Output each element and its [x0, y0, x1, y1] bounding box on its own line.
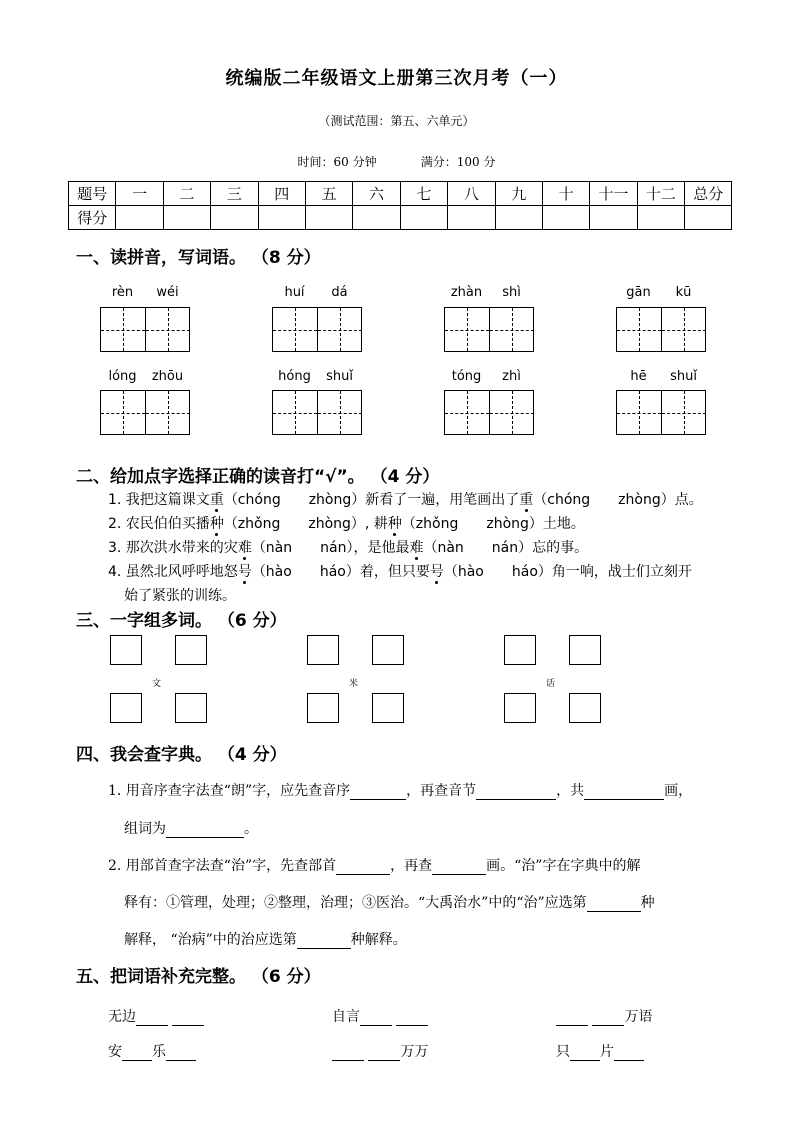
question-4-1: [108, 780, 692, 800]
pinyin-label: hē: [630, 369, 647, 384]
q-text: 3. 那次洪水带来的灾: [108, 540, 238, 556]
word-box[interactable]: [307, 635, 339, 665]
writing-grid[interactable]: [272, 390, 362, 435]
word-box[interactable]: [175, 693, 207, 723]
table-cell: 十二: [637, 182, 684, 206]
q-text[interactable]: （hào háo）着，但只要: [251, 564, 430, 580]
q-text[interactable]: （zhǒng zhòng）, 耕: [223, 516, 388, 532]
table-cell: 六: [353, 182, 400, 206]
q-text[interactable]: （zhǒng zhòng）土地。: [401, 516, 585, 532]
idiom-text: 安: [108, 1044, 122, 1060]
score-input-cell[interactable]: [163, 206, 210, 230]
center-character: 话: [546, 679, 556, 689]
q-text: 释有：①管理，处理；②整理，治理；③医治。“大禹治水”中的“治”应选第: [124, 895, 587, 911]
word-box[interactable]: [110, 693, 142, 723]
question-2-4-continued: 始了紧张的训练。: [124, 588, 236, 604]
idiom-text: 万语: [624, 1009, 653, 1025]
writing-grid[interactable]: [100, 307, 190, 352]
grid-cell[interactable]: [490, 391, 534, 434]
center-character: 米: [349, 679, 359, 689]
score-input-cell[interactable]: [637, 206, 684, 230]
pinyin-label: gān: [626, 285, 651, 300]
writing-grid[interactable]: [616, 390, 706, 435]
answer-blank[interactable]: [332, 1060, 364, 1061]
answer-blank[interactable]: [556, 1025, 588, 1026]
table-cell: 八: [448, 182, 495, 206]
q-text: 画。“治”字在字典中的解: [486, 858, 641, 874]
table-cell: 题号: [69, 182, 116, 206]
pinyin-label: tóng: [451, 369, 482, 384]
word-box[interactable]: [175, 635, 207, 665]
answer-blank[interactable]: [570, 1060, 600, 1061]
table-cell: 十: [542, 182, 589, 206]
q-text: 2. 农民伯伯买播: [108, 516, 210, 532]
score-input-cell[interactable]: [590, 206, 637, 230]
q-text: 种解释。: [350, 932, 407, 948]
answer-blank[interactable]: [587, 911, 641, 912]
table-cell: 九: [495, 182, 542, 206]
idiom-text: 乐: [152, 1044, 166, 1060]
word-box[interactable]: [569, 635, 601, 665]
pinyin-label: shì: [502, 285, 521, 300]
section2-heading: 二、给加点字选择正确的读音打“√”。 （4 分）: [76, 467, 440, 487]
q-text: ，再查音节: [406, 783, 477, 799]
pinyin-label: wéi: [156, 285, 179, 300]
q-text: 组词为: [124, 821, 166, 837]
dotted-char: 难: [237, 540, 252, 556]
answer-blank[interactable]: [336, 874, 390, 875]
q-text: ，共: [556, 783, 585, 799]
score-input-cell[interactable]: [258, 206, 305, 230]
dotted-char: 种: [387, 516, 402, 532]
idiom-text: 片: [600, 1044, 614, 1060]
answer-blank[interactable]: [592, 1025, 624, 1026]
pinyin-label: zhì: [502, 369, 521, 384]
question-2-3: [108, 537, 588, 557]
section5-heading: 五、把词语补充完整。 （6 分）: [76, 967, 321, 987]
answer-blank[interactable]: [368, 1060, 400, 1061]
answer-blank[interactable]: [122, 1060, 152, 1061]
word-box[interactable]: [569, 693, 601, 723]
idiom-text: 万万: [400, 1044, 429, 1060]
pinyin-label: shuǐ: [326, 369, 353, 384]
table-cell: 二: [163, 182, 210, 206]
time-limit: 时间：60 分钟: [297, 155, 377, 169]
q-text: 1. 我把这篇课文: [108, 492, 210, 508]
table-cell: 七: [400, 182, 447, 206]
answer-blank[interactable]: [172, 1025, 204, 1026]
pinyin-label: rèn: [111, 285, 134, 300]
answer-blank[interactable]: [350, 799, 406, 800]
answer-blank[interactable]: [360, 1025, 392, 1026]
grid-cell[interactable]: [101, 308, 146, 351]
idiom-text: 无边: [108, 1009, 136, 1025]
q-text: 2. 用部首查字法查“治”字，先查部首: [108, 858, 337, 874]
page-title: 统编版二年级语文上册第三次月考（一）: [225, 68, 568, 89]
q-text: 4. 虽然北风呼呼地怒: [108, 564, 238, 580]
section3-heading: 三、一字组多词。 （6 分）: [76, 611, 287, 631]
score-input-cell[interactable]: [448, 206, 495, 230]
grid-cell[interactable]: [617, 391, 662, 434]
word-box[interactable]: [307, 693, 339, 723]
q-text[interactable]: （chóng zhòng）新看了一遍，用笔画出了: [223, 492, 520, 508]
q-text: 画，: [664, 783, 693, 799]
dotted-char: 号: [429, 564, 444, 580]
score-input-cell[interactable]: [685, 206, 732, 230]
exam-info: [0, 151, 793, 170]
word-box[interactable]: [504, 693, 536, 723]
answer-blank[interactable]: [297, 948, 351, 949]
grid-cell[interactable]: [318, 391, 362, 434]
pinyin-label: zhàn: [450, 285, 483, 300]
answer-blank[interactable]: [136, 1025, 168, 1026]
score-input-cell[interactable]: [211, 206, 258, 230]
idiom-item: [332, 1041, 428, 1061]
word-box[interactable]: [504, 635, 536, 665]
dotted-char: 号: [237, 564, 252, 580]
q-text[interactable]: （nàn nán）忘的事。: [423, 540, 589, 556]
table-cell: 得分: [69, 206, 116, 230]
pinyin-label: zhōu: [151, 369, 184, 384]
answer-blank[interactable]: [432, 874, 486, 875]
score-input-cell[interactable]: [542, 206, 589, 230]
idiom-item: [332, 1006, 428, 1026]
table-cell: 四: [258, 182, 305, 206]
dotted-char: 重: [519, 492, 534, 508]
table-row: [69, 206, 732, 230]
grid-cell[interactable]: [617, 308, 662, 351]
answer-blank[interactable]: [614, 1060, 644, 1061]
idiom-item: [108, 1006, 204, 1026]
idiom-text: 自言: [332, 1009, 360, 1025]
answer-blank[interactable]: [584, 799, 664, 800]
table-cell: 总分: [685, 182, 732, 206]
grid-cell[interactable]: [490, 308, 534, 351]
pinyin-label: huí: [284, 285, 305, 300]
question-2-1: [108, 489, 703, 509]
idiom-item: [556, 1006, 652, 1026]
question-4-1-continued: [124, 818, 258, 838]
grid-cell[interactable]: [662, 308, 706, 351]
q-text: 1. 用音序查字法查“朗”字，应先查音序: [108, 783, 351, 799]
idiom-item: [108, 1041, 196, 1061]
section1-heading: 一、读拼音，写词语。 （8 分）: [76, 248, 321, 268]
writing-grid[interactable]: [616, 307, 706, 352]
section4-heading: 四、我会查字典。 （4 分）: [76, 745, 287, 765]
q-text: 解释， “治病”中的治应选第: [124, 932, 297, 948]
answer-blank[interactable]: [166, 1060, 196, 1061]
dotted-char: 难: [409, 540, 424, 556]
dotted-char: 重: [209, 492, 224, 508]
answer-blank[interactable]: [166, 837, 244, 838]
grid-cell[interactable]: [273, 391, 318, 434]
question-2-2: [108, 513, 585, 533]
dotted-char: 种: [209, 516, 224, 532]
grid-cell[interactable]: [273, 308, 318, 351]
answer-blank[interactable]: [396, 1025, 428, 1026]
answer-blank[interactable]: [476, 799, 556, 800]
q-text[interactable]: （hào háo）角一响，战士们立刻开: [443, 564, 692, 580]
grid-cell[interactable]: [146, 308, 190, 351]
grid-cell[interactable]: [318, 308, 362, 351]
table-cell: 五: [305, 182, 352, 206]
word-box[interactable]: [372, 693, 404, 723]
test-scope: （测试范围：第五、六单元）: [318, 114, 475, 128]
pinyin-label: lóng: [108, 369, 137, 384]
question-4-2-line2: [124, 892, 655, 912]
grid-cell[interactable]: [445, 308, 490, 351]
score-table: [68, 181, 732, 230]
writing-grid[interactable]: [100, 390, 190, 435]
question-4-2-line3: [124, 929, 407, 949]
grid-cell[interactable]: [662, 391, 706, 434]
writing-grid[interactable]: [444, 390, 534, 435]
pinyin-label: kū: [675, 285, 692, 300]
q-text: 。: [244, 821, 258, 837]
q-text[interactable]: （nàn nán），是他最: [251, 540, 410, 556]
writing-grid[interactable]: [444, 307, 534, 352]
grid-cell[interactable]: [445, 391, 490, 434]
score-input-cell[interactable]: [305, 206, 352, 230]
score-input-cell[interactable]: [116, 206, 163, 230]
writing-grid[interactable]: [272, 307, 362, 352]
table-cell: 十一: [590, 182, 637, 206]
pinyin-label: dá: [331, 285, 348, 300]
word-box[interactable]: [110, 635, 142, 665]
full-score: 满分：100 分: [420, 155, 496, 169]
idiom-item: [556, 1041, 644, 1061]
center-character: 文: [152, 679, 162, 689]
table-cell: 三: [211, 182, 258, 206]
pinyin-label: hóng: [278, 369, 311, 384]
q-text[interactable]: （chóng zhòng）点。: [533, 492, 703, 508]
grid-cell[interactable]: [101, 391, 146, 434]
question-2-4: [108, 561, 692, 581]
table-row: [69, 182, 732, 206]
idiom-text: 只: [556, 1044, 570, 1060]
table-cell: 一: [116, 182, 163, 206]
question-4-2: [108, 855, 640, 875]
score-input-cell[interactable]: [353, 206, 400, 230]
score-input-cell[interactable]: [495, 206, 542, 230]
word-box[interactable]: [372, 635, 404, 665]
q-text: 种: [640, 895, 655, 911]
pinyin-label: shuǐ: [670, 369, 697, 384]
q-text: ，再查: [390, 858, 433, 874]
score-input-cell[interactable]: [400, 206, 447, 230]
grid-cell[interactable]: [146, 391, 190, 434]
